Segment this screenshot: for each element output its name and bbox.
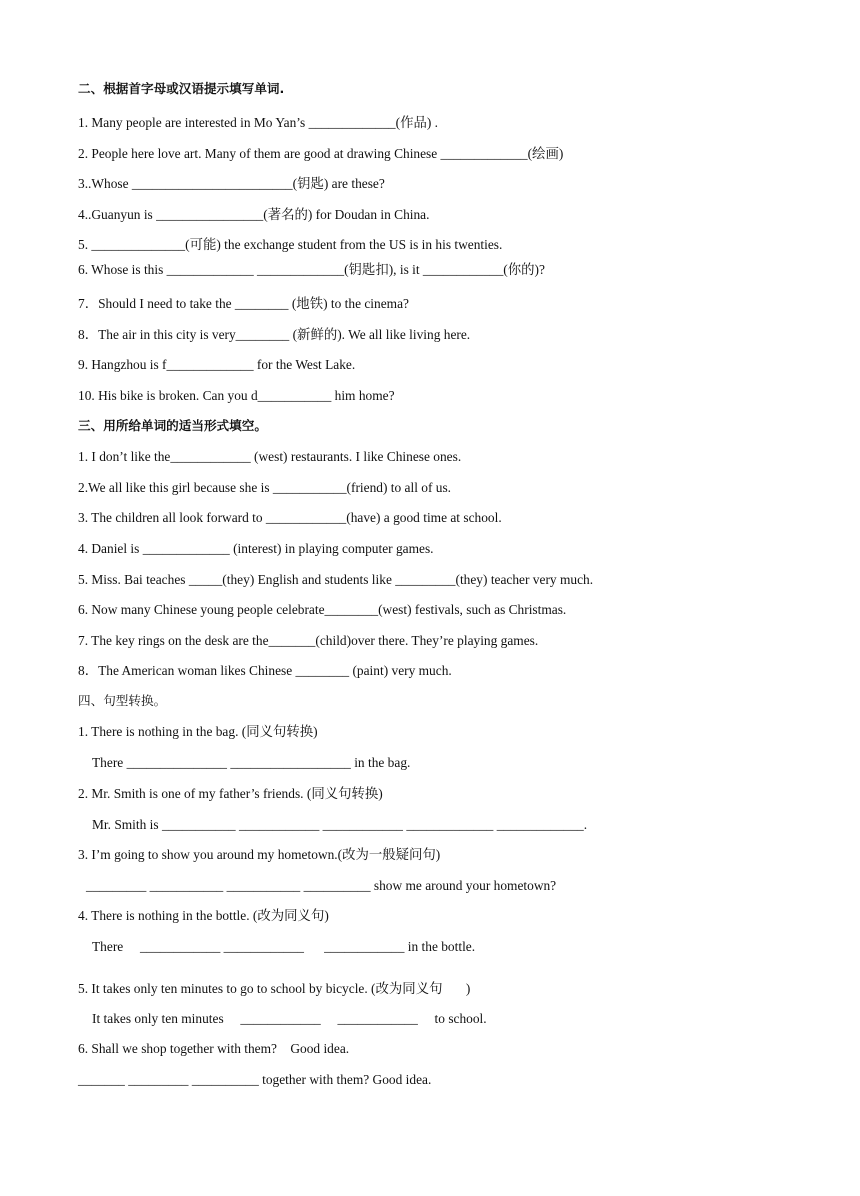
question-line: 2. Mr. Smith is one of my father’s friends. (同义句转换) xyxy=(78,786,383,801)
question-line: 3..Whose ________________________(钥匙) are these? xyxy=(78,176,385,191)
question-line: 1. I don’t like the____________ (west) restaurants. I like Chinese ones. xyxy=(78,449,462,464)
question-line: 1. There is nothing in the bag. (同义句转换) xyxy=(78,724,318,739)
question-line: 5. ______________(可能) the exchange student from the US is in his twenties. xyxy=(78,237,503,252)
question-line: 3. The children all look forward to ____________(have) a good time at school. xyxy=(78,510,502,525)
question-line: 1. Many people are interested in Mo Yan’s _____________(作品) . xyxy=(78,115,439,130)
section-heading-2: 二、根据首字母或汉语提示填写单词. xyxy=(78,81,285,96)
question-line: 5. It takes only ten minutes to go to school by bicycle. (改为同义句 ) xyxy=(78,981,471,996)
question-line: 3. I’m going to show you around my hometown.(改为一般疑问句) xyxy=(78,847,441,862)
answer-line: There ____________ ____________ ____________ in the bottle. xyxy=(92,939,476,954)
answer-line: _______ _________ __________ together with them? Good idea. xyxy=(78,1072,432,1087)
question-line: 2. People here love art. Many of them are good at drawing Chinese _____________(绘画) xyxy=(78,146,564,161)
answer-line: There _______________ __________________ in the bag. xyxy=(92,755,411,770)
question-line: 9. Hangzhou is f_____________ for the West Lake. xyxy=(78,357,356,372)
question-line: 4. Daniel is _____________ (interest) in playing computer games. xyxy=(78,541,434,556)
question-line: 7. The key rings on the desk are the_______(child)over there. They’re playing games. xyxy=(78,633,539,648)
section-heading-4: 四、句型转换。 xyxy=(78,693,167,708)
section-heading-3: 三、用所给单词的适当形式填空。 xyxy=(78,418,267,433)
question-line: 5. Miss. Bai teaches _____(they) English and students like _________(they) teacher very much. xyxy=(78,572,594,587)
question-line: 6. Now many Chinese young people celebrate________(west) festivals, such as Christmas. xyxy=(78,602,567,617)
question-line: 8．The air in this city is very________ (新鲜的). We all like living here. xyxy=(78,327,471,342)
question-line: 2.We all like this girl because she is ___________(friend) to all of us. xyxy=(78,480,452,495)
question-line: 8．The American woman likes Chinese ________ (paint) very much. xyxy=(78,663,452,678)
question-line: 4..Guanyun is ________________(著名的) for Doudan in China. xyxy=(78,207,430,222)
answer-line: Mr. Smith is ___________ ____________ ____________ _____________ _____________. xyxy=(92,817,588,832)
question-line: 7．Should I need to take the ________ (地铁) to the cinema? xyxy=(78,296,409,311)
answer-line: _________ ___________ ___________ __________ show me around your hometown? xyxy=(86,878,557,893)
question-line: 6. Whose is this _____________ _____________(钥匙扣), is it ____________(你的)? xyxy=(78,262,545,277)
answer-line: It takes only ten minutes ____________ ____________ to school. xyxy=(92,1011,487,1026)
question-line: 4. There is nothing in the bottle. (改为同义句) xyxy=(78,908,329,923)
question-line: 10. His bike is broken. Can you d___________ him home? xyxy=(78,388,395,403)
question-line: 6. Shall we shop together with them? Good idea. xyxy=(78,1041,350,1056)
